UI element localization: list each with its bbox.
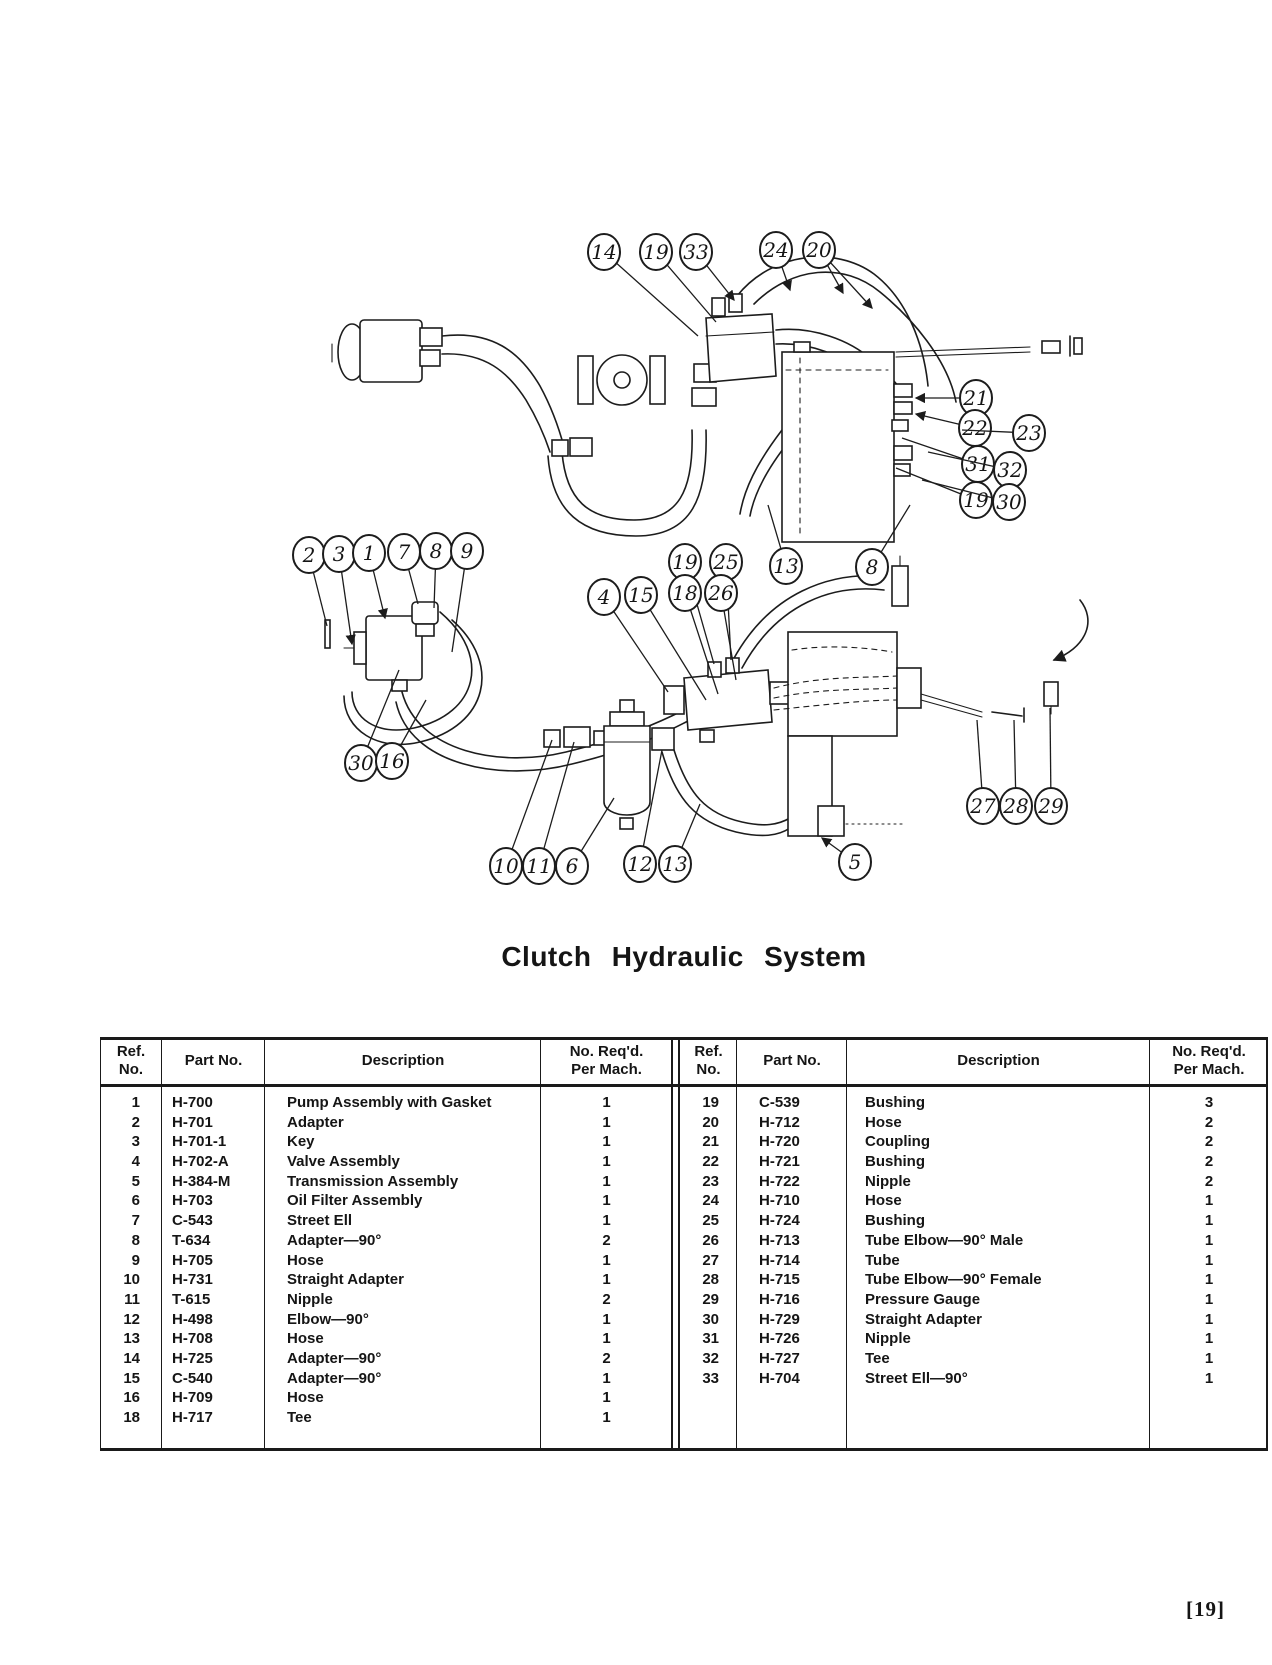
cell-qty: 1 — [1204, 1369, 1214, 1387]
cell-qty: 2 — [1204, 1113, 1214, 1131]
cell-qty: 1 — [1204, 1231, 1214, 1249]
cell-ref: 25 — [702, 1212, 719, 1230]
callout-number: 29 — [1038, 794, 1064, 818]
table-row — [100, 1251, 672, 1271]
table-row — [100, 1349, 672, 1369]
cell-desc: Valve Assembly — [287, 1153, 400, 1171]
cell-desc: Hose — [287, 1330, 324, 1348]
callout-number: 21 — [963, 386, 989, 410]
callout-balloon — [293, 537, 327, 626]
callout-balloon — [1000, 720, 1032, 824]
header-ref-left: Ref. No. — [116, 1043, 146, 1078]
tube-and-gauge — [921, 682, 1058, 722]
callout-balloon — [388, 534, 420, 604]
cell-desc: Elbow—90° — [287, 1310, 369, 1328]
callout-number: 31 — [965, 452, 991, 476]
callout-number: 3 — [332, 542, 346, 566]
callout-balloon — [659, 804, 700, 882]
cell-ref: 3 — [131, 1133, 140, 1151]
cell-part: H-713 — [759, 1231, 800, 1249]
cell-part: H-722 — [759, 1172, 800, 1190]
cell-part: H-704 — [759, 1369, 800, 1387]
cell-ref: 1 — [131, 1094, 140, 1111]
callout-number: 1 — [362, 541, 376, 565]
table-row — [100, 1191, 672, 1211]
callout-number: 16 — [379, 749, 405, 773]
cell-desc: Straight Adapter — [865, 1310, 982, 1328]
cell-ref: 29 — [702, 1290, 719, 1308]
callout-balloon — [916, 410, 991, 446]
cell-qty: 1 — [602, 1212, 611, 1230]
callout-leader — [641, 595, 706, 700]
callout-number: 12 — [627, 852, 653, 876]
cell-part: H-708 — [172, 1330, 213, 1348]
cell-desc: Adapter—90° — [287, 1349, 382, 1367]
cell-ref: 14 — [123, 1349, 140, 1367]
callout-number: 10 — [493, 854, 519, 878]
cell-ref: 8 — [131, 1231, 140, 1249]
table-row — [100, 1172, 672, 1192]
table-row — [100, 1408, 672, 1428]
cell-part: H-701-1 — [172, 1133, 227, 1151]
cell-qty: 1 — [602, 1389, 611, 1407]
cell-desc: Key — [287, 1133, 315, 1151]
cell-ref: 20 — [702, 1113, 719, 1131]
cell-qty: 1 — [602, 1153, 611, 1171]
page-number: [19] — [1186, 1597, 1225, 1621]
cell-ref: 18 — [123, 1409, 140, 1426]
cell-desc: Street Ell—90° — [865, 1369, 968, 1387]
pump-assembly-bottom — [344, 602, 438, 691]
callout-number: 15 — [628, 583, 654, 607]
cell-ref: 21 — [702, 1133, 719, 1151]
callout-number: 27 — [970, 794, 996, 818]
cell-qty: 1 — [602, 1172, 611, 1190]
cell-part: H-710 — [759, 1192, 800, 1210]
cell-desc: Tee — [865, 1349, 890, 1367]
table-row — [100, 1093, 672, 1113]
header-qty-right: No. Req'd. Per Mach. — [1172, 1043, 1246, 1078]
cell-ref: 26 — [702, 1231, 719, 1249]
cell-part: C-543 — [172, 1212, 213, 1230]
table-row — [100, 1132, 672, 1152]
callout-number: 33 — [683, 240, 709, 264]
header-desc-left: Description — [361, 1052, 445, 1069]
cell-part: C-539 — [759, 1094, 800, 1111]
cell-ref: 9 — [131, 1251, 140, 1269]
cell-ref: 6 — [131, 1192, 140, 1210]
cell-desc: Adapter—90° — [287, 1231, 382, 1249]
table-row — [680, 1270, 1268, 1290]
table-row — [680, 1369, 1268, 1389]
cell-ref: 24 — [702, 1192, 719, 1210]
cell-desc: Bushing — [865, 1153, 925, 1171]
cell-qty: 1 — [602, 1113, 611, 1131]
cell-part: H-725 — [172, 1349, 213, 1367]
cell-desc: Pump Assembly with Gasket — [287, 1094, 492, 1111]
cell-desc: Adapter—90° — [287, 1369, 382, 1387]
table-row — [680, 1310, 1268, 1330]
cell-ref: 28 — [702, 1271, 719, 1289]
callout-number: 2 — [302, 543, 316, 567]
callout-number: 4 — [597, 585, 611, 609]
cell-part: H-714 — [759, 1251, 800, 1269]
cell-ref: 27 — [702, 1251, 719, 1269]
table-row — [680, 1211, 1268, 1231]
table-row — [100, 1113, 672, 1133]
table-row — [100, 1270, 672, 1290]
callout-number: 18 — [672, 581, 698, 605]
cell-part: H-729 — [759, 1310, 800, 1328]
cell-part: T-634 — [172, 1231, 211, 1249]
cell-ref: 31 — [702, 1330, 719, 1348]
cell-part: H-703 — [172, 1192, 213, 1210]
callout-balloon — [760, 232, 792, 290]
table-row — [100, 1329, 672, 1349]
cell-qty: 1 — [602, 1094, 611, 1111]
table-row — [680, 1349, 1268, 1369]
cell-part: H-720 — [759, 1133, 800, 1151]
header-qty-left: No. Req'd. Per Mach. — [569, 1043, 644, 1078]
callout-balloon — [967, 720, 999, 824]
cell-ref: 19 — [702, 1094, 719, 1111]
cell-desc: Straight Adapter — [287, 1271, 404, 1289]
callout-number: 24 — [763, 238, 789, 262]
cell-desc: Nipple — [865, 1172, 911, 1190]
cell-part: H-709 — [172, 1389, 213, 1407]
callout-number: 14 — [591, 240, 617, 264]
cell-part: H-701 — [172, 1113, 213, 1131]
cell-part: H-700 — [172, 1094, 213, 1111]
cell-desc: Pressure Gauge — [865, 1290, 981, 1308]
cell-qty: 1 — [602, 1133, 611, 1151]
callout-number: 5 — [848, 850, 862, 874]
cell-qty: 2 — [1204, 1153, 1214, 1171]
table-row — [100, 1231, 672, 1251]
page-title: Clutch Hydraulic System — [501, 941, 867, 972]
cell-ref: 23 — [702, 1172, 719, 1190]
cell-ref: 32 — [702, 1349, 719, 1367]
cell-ref: 10 — [123, 1271, 140, 1289]
table-row — [680, 1251, 1268, 1271]
header-desc-right: Description — [957, 1052, 1040, 1069]
cell-desc: Hose — [287, 1251, 324, 1269]
table-row — [680, 1132, 1268, 1152]
cell-qty: 1 — [602, 1369, 611, 1387]
callout-number: 11 — [526, 854, 552, 878]
callout-balloon — [1035, 708, 1067, 824]
cell-part: H-731 — [172, 1271, 213, 1289]
callout-number: 19 — [643, 240, 669, 264]
cell-qty: 1 — [1204, 1310, 1214, 1328]
table-row — [680, 1191, 1268, 1211]
cell-part: H-721 — [759, 1153, 800, 1171]
table-row — [680, 1231, 1268, 1251]
pump-assembly-top — [332, 320, 442, 382]
table-row — [680, 1290, 1268, 1310]
callout-number: 28 — [1003, 794, 1029, 818]
cell-ref: 33 — [702, 1369, 719, 1387]
pressure-gauge — [1044, 682, 1058, 706]
cell-part: H-715 — [759, 1271, 800, 1289]
cell-part: H-726 — [759, 1330, 800, 1348]
cell-desc: Hose — [865, 1113, 902, 1131]
header-part-left: Part No. — [184, 1052, 243, 1069]
header-ref-right: Ref. No. — [694, 1043, 723, 1078]
table-bottom-rule — [100, 1448, 1268, 1451]
callout-balloon — [420, 533, 452, 608]
cell-ref: 22 — [702, 1153, 719, 1171]
cell-qty: 1 — [602, 1409, 611, 1426]
table-row — [680, 1172, 1268, 1192]
callout-number: 19 — [672, 550, 698, 574]
cell-ref: 7 — [131, 1212, 140, 1230]
callout-balloon — [556, 798, 614, 884]
cell-desc: Coupling — [865, 1133, 930, 1151]
cell-qty: 1 — [1204, 1192, 1214, 1210]
table-header-rule — [100, 1084, 1268, 1087]
parts-table-left — [100, 1093, 672, 1428]
parts-table-right — [680, 1093, 1268, 1388]
cell-desc: Nipple — [287, 1290, 333, 1308]
cell-qty: 1 — [1204, 1290, 1214, 1308]
cell-ref: 12 — [123, 1310, 140, 1328]
reservoir-box — [782, 342, 912, 542]
cell-ref: 13 — [123, 1330, 140, 1348]
cell-qty: 1 — [1204, 1349, 1214, 1367]
callout-number: 25 — [713, 550, 739, 574]
callout-number: 19 — [963, 488, 989, 512]
cell-desc: Adapter — [287, 1113, 344, 1131]
table-row — [100, 1152, 672, 1172]
cell-qty: 1 — [1204, 1330, 1214, 1348]
table-row — [100, 1211, 672, 1231]
cell-desc: Tube Elbow—90° Male — [865, 1231, 1024, 1249]
cell-qty: 2 — [1204, 1172, 1214, 1190]
cell-part: H-705 — [172, 1251, 213, 1269]
cell-part: H-727 — [759, 1349, 800, 1367]
cell-qty: 3 — [1204, 1094, 1214, 1111]
header-part-right: Part No. — [763, 1052, 821, 1069]
callout-number: 30 — [348, 751, 374, 775]
callout-number: 30 — [996, 490, 1022, 514]
cell-desc: Street Ell — [287, 1212, 353, 1230]
callout-number: 6 — [565, 854, 579, 878]
table-row — [100, 1369, 672, 1389]
cell-qty: 1 — [1204, 1251, 1214, 1269]
callout-number: 13 — [662, 852, 688, 876]
callout-number: 7 — [397, 540, 411, 564]
cell-part: C-540 — [172, 1369, 213, 1387]
callout-number: 9 — [460, 539, 474, 563]
cell-ref: 11 — [124, 1290, 140, 1308]
cell-qty: 1 — [602, 1192, 611, 1210]
cell-ref: 4 — [131, 1153, 140, 1171]
table-row — [680, 1329, 1268, 1349]
cell-part: H-724 — [759, 1212, 800, 1230]
cell-desc: Bushing — [865, 1212, 925, 1230]
cell-part: H-716 — [759, 1290, 800, 1308]
cell-desc: Hose — [287, 1389, 324, 1407]
callout-balloon — [822, 838, 871, 880]
cell-qty: 2 — [602, 1290, 611, 1308]
cell-ref: 2 — [131, 1113, 140, 1131]
pointer-arrow — [1054, 600, 1088, 660]
cell-qty: 1 — [602, 1310, 611, 1328]
cell-desc: Tee — [287, 1409, 312, 1426]
table-row — [680, 1113, 1268, 1133]
table-row — [100, 1310, 672, 1330]
cell-desc: Hose — [865, 1192, 902, 1210]
callout-number: 32 — [997, 458, 1023, 482]
cell-qty: 1 — [602, 1251, 611, 1269]
cell-desc: Transmission Assembly — [287, 1172, 459, 1190]
cell-part: H-498 — [172, 1310, 213, 1328]
cell-part: T-615 — [172, 1290, 211, 1308]
cell-desc: Tube Elbow—90° Female — [865, 1271, 1042, 1289]
cell-qty: 2 — [602, 1349, 611, 1367]
callout-number: 13 — [773, 554, 799, 578]
table-row — [680, 1093, 1268, 1113]
cell-qty: 1 — [602, 1271, 611, 1289]
cell-qty: 1 — [602, 1330, 611, 1348]
callout-number: 20 — [806, 238, 832, 262]
callout-balloon — [451, 533, 483, 652]
table-top-rule — [100, 1037, 1268, 1040]
cell-part: H-717 — [172, 1409, 213, 1426]
cell-part: H-712 — [759, 1113, 800, 1131]
valve-assembly-bottom — [664, 658, 796, 742]
cell-ref: 5 — [131, 1172, 140, 1190]
cell-desc: Oil Filter Assembly — [287, 1192, 423, 1210]
cell-desc: Bushing — [865, 1094, 925, 1111]
cell-qty: 1 — [1204, 1271, 1214, 1289]
callout-leader — [506, 740, 552, 866]
callout-balloon — [353, 535, 385, 618]
cell-qty: 2 — [602, 1231, 611, 1249]
valve-assembly-top — [692, 294, 776, 406]
callout-balloon — [803, 232, 872, 308]
cell-desc: Nipple — [865, 1330, 911, 1348]
key-pin — [325, 620, 330, 648]
cell-qty: 2 — [1204, 1133, 1214, 1151]
transmission-assembly — [774, 556, 921, 836]
cell-ref: 15 — [123, 1369, 140, 1387]
rod — [896, 336, 1082, 357]
cell-desc: Tube — [865, 1251, 900, 1269]
cell-qty: 1 — [1204, 1212, 1214, 1230]
cell-part: H-384-M — [172, 1172, 231, 1190]
callout-number: 23 — [1016, 421, 1042, 445]
table-row — [100, 1290, 672, 1310]
callout-number: 8 — [865, 555, 879, 579]
callout-number: 22 — [962, 416, 988, 440]
cell-part: H-702-A — [172, 1153, 229, 1171]
cell-ref: 30 — [702, 1310, 719, 1328]
table-row — [100, 1388, 672, 1408]
cell-ref: 16 — [123, 1389, 140, 1407]
callout-number: 26 — [708, 581, 734, 605]
callout-number: 8 — [429, 539, 443, 563]
table-row — [680, 1152, 1268, 1172]
